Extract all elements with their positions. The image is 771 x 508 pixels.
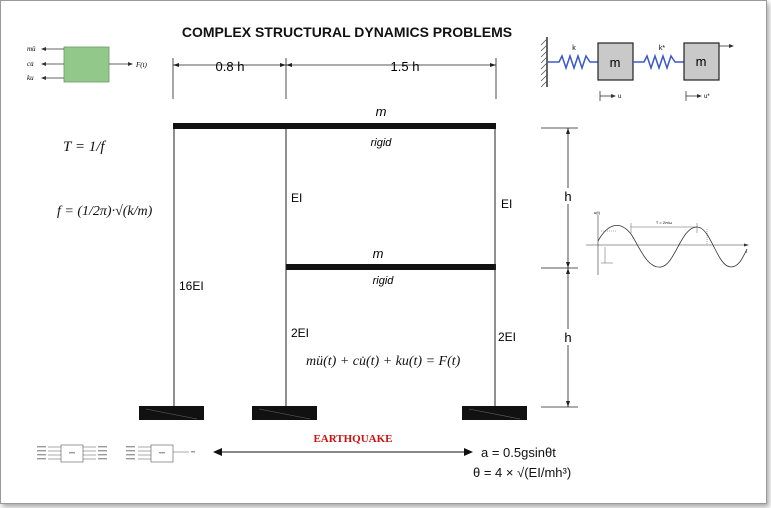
spring-k-star-label: k* bbox=[658, 45, 666, 52]
lower-story-height: h bbox=[564, 330, 572, 345]
sine-period-label: T = 2π/ω bbox=[655, 220, 673, 225]
mass-1-label: m bbox=[609, 55, 621, 70]
earthquake-label: EARTHQUAKE bbox=[313, 433, 393, 445]
mass-2-label: m bbox=[695, 54, 707, 69]
height-dimensions bbox=[541, 128, 578, 407]
spring-k bbox=[547, 56, 598, 68]
sine-x-label: t bbox=[746, 249, 748, 254]
period-equation-text: T = 1/f bbox=[63, 139, 105, 155]
left-span-label: 0.8 h bbox=[215, 59, 245, 74]
top-mass-label: m bbox=[375, 104, 387, 119]
top-rigid-label: rigid bbox=[370, 137, 392, 149]
small-mass-block-2 bbox=[151, 445, 173, 462]
acceleration-equation: a = 0.5gsinθt bbox=[481, 445, 556, 460]
left-column-stiffness: 16EI bbox=[179, 279, 204, 293]
small-dof-diagrams bbox=[37, 445, 195, 462]
spring-k-star bbox=[633, 56, 684, 68]
displacement-u: u bbox=[618, 94, 622, 100]
two-dof-system bbox=[541, 37, 734, 101]
displacement-u-star: u* bbox=[704, 94, 710, 100]
damping-force-label: cu̇ bbox=[27, 60, 34, 68]
top-beam bbox=[173, 123, 496, 129]
earthquake-indicator bbox=[213, 433, 473, 456]
right-upper-stiffness: EI bbox=[501, 197, 513, 211]
applied-force-label: F(t) bbox=[136, 61, 147, 69]
upper-story-height: h bbox=[564, 189, 572, 204]
spring-force-label: ku bbox=[27, 74, 34, 82]
dimension-lines bbox=[173, 58, 496, 99]
middle-mass-label: m bbox=[372, 246, 384, 261]
inertia-force-label: mü bbox=[27, 45, 36, 53]
equation-of-motion: mü(t) + cu̇(t) + ku(t) = F(t) bbox=[306, 354, 461, 369]
free-body-diagram bbox=[27, 45, 148, 82]
sine-wave bbox=[598, 225, 747, 267]
sine-response-graph bbox=[586, 210, 749, 275]
free-body-block bbox=[64, 47, 109, 82]
middle-lower-stiffness: 2EI bbox=[291, 326, 310, 340]
middle-beam bbox=[286, 264, 496, 270]
sine-y-label: u(t) bbox=[594, 210, 600, 215]
title: COMPLEX STRUCTURAL DYNAMICS PROBLEMS bbox=[181, 24, 513, 40]
frequency-equation bbox=[57, 204, 153, 219]
right-lower-stiffness: 2EI bbox=[498, 330, 517, 344]
small-mass-block-1 bbox=[61, 445, 83, 462]
right-span-label: 1.5 h bbox=[390, 59, 420, 74]
middle-upper-stiffness: EI bbox=[291, 191, 303, 205]
spring-k-label: k bbox=[572, 45, 576, 52]
frequency-equation-text: f = (1/2π)·√(k/m) bbox=[57, 204, 153, 219]
right-support bbox=[462, 406, 527, 420]
middle-support bbox=[252, 406, 317, 420]
middle-rigid-label: rigid bbox=[372, 275, 394, 287]
period-equation bbox=[63, 139, 106, 155]
theta-equation: θ = 4 × √(EI/mh³) bbox=[473, 465, 572, 480]
left-support bbox=[139, 406, 204, 420]
